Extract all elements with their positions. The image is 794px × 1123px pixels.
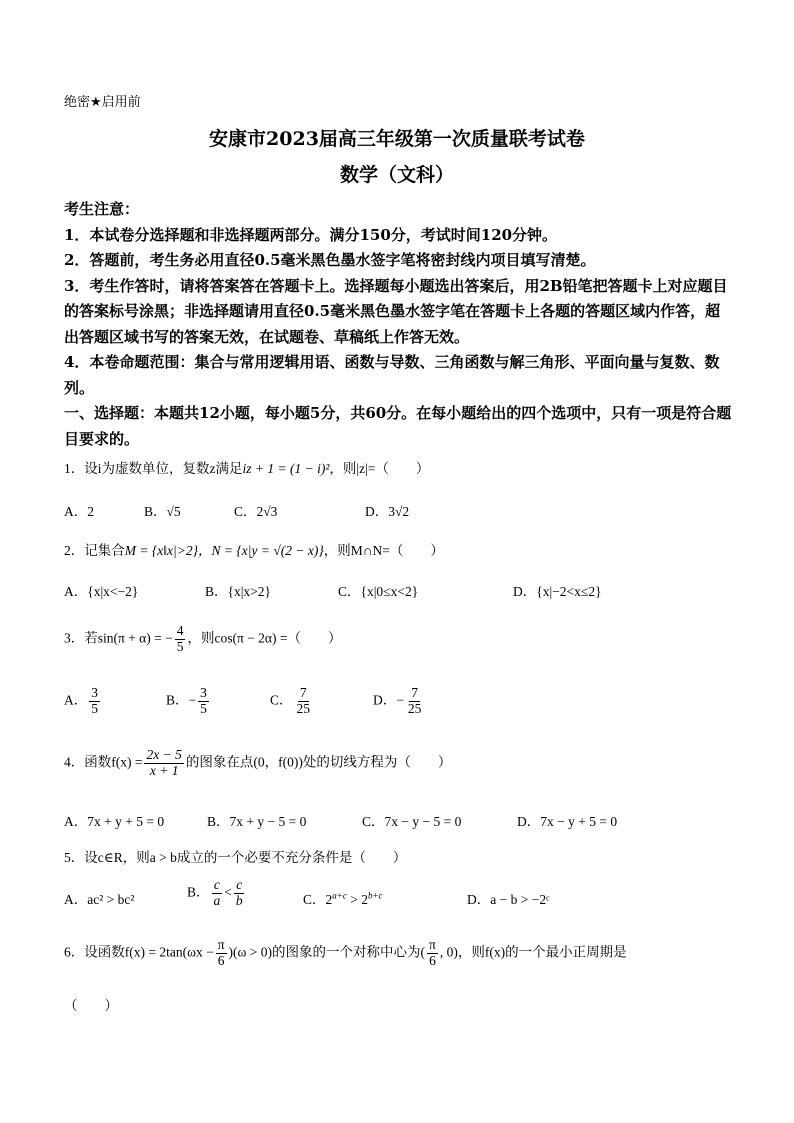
question-6-frac-den: 6 — [217, 952, 225, 968]
question-4-option-a: A．7x + y + 5 = 0 — [64, 814, 165, 829]
notice-item-1: 1．本试卷分选择题和非选择题两部分。满分150分，考试时间120分钟。 — [64, 225, 558, 244]
option-den: 5 — [200, 700, 207, 716]
question-3-option-a — [64, 686, 102, 717]
option-den: 25 — [296, 700, 311, 716]
exam-title: 安康市2023届高三年级第一次质量联考试卷 — [209, 128, 585, 150]
option-num: 3 — [200, 685, 207, 700]
question-1-text-a: 1．设i为虚数单位，复数z满足 — [64, 461, 243, 476]
question-3-text-a: 3．若sin(π + α) = − — [64, 630, 173, 646]
question-3-option-d — [373, 686, 425, 717]
question-6-text-a: 6．设函数f(x) = 2tan(ωx − — [64, 944, 214, 960]
option-fraction — [295, 686, 313, 717]
question-2-stem — [64, 539, 444, 559]
question-3-frac-den: 5 — [176, 638, 184, 654]
option-den: a — [213, 892, 221, 908]
question-6-frac2-num: π — [429, 937, 436, 952]
question-6-stem — [64, 938, 627, 969]
option-sign: − — [188, 692, 197, 708]
option-num: 7 — [299, 685, 307, 700]
question-6-frac-num: π — [217, 937, 225, 952]
question-4-option-c: C．7x − y − 5 = 0 — [362, 814, 462, 829]
option-num: 3 — [91, 685, 98, 700]
question-4-frac-den: x + 1 — [149, 762, 179, 778]
option-fraction-right — [234, 878, 245, 909]
question-5-option-a: A．ac² > bc² — [64, 892, 135, 907]
question-3-option-c — [270, 686, 314, 717]
question-3-option-b — [166, 686, 211, 717]
notice-item-3: 3．考生作答时，请将答案答在答题卡上。选择题每小题选出答案后，用2B铅笔把答题卡上对应题目的答案标号涂黑；非选择题请用直径0.5毫米黑色墨水签字笔在答题卡上各题的答题区域内作答，超出答题区域书写的答案无效，在试题卷、草稿纸上作答无效。 — [64, 276, 728, 346]
section-heading: 一、选择题：本题共12小题，每小题5分，共60分。在每小题给出的四个选项中，只有一项是符合题目要求的。 — [64, 404, 732, 448]
question-4-option-b: B．7x + y − 5 = 0 — [207, 814, 307, 829]
question-1-text-b: ，则|z|=（ ） — [329, 461, 430, 476]
question-4-text-a: 4．函数f(x) = — [64, 754, 143, 770]
notice-heading: 考生注意： — [64, 200, 140, 218]
option-den: 25 — [407, 700, 422, 716]
question-5-option-c — [303, 888, 383, 908]
question-4-fraction — [144, 748, 183, 779]
option-label: B． — [187, 884, 210, 900]
question-5-option-b: B． $\frac{c}{a}$ < $\frac{c}{b}$ — [187, 877, 243, 908]
question-2-option-d: D．{x|−2<x≤2} — [513, 584, 602, 599]
option-num: c — [236, 877, 243, 892]
option-exp: a+c — [332, 890, 347, 901]
question-2-option-c: C．{x|0≤x<2} — [338, 584, 419, 599]
question-6-fraction-2 — [427, 938, 438, 969]
question-1-option-a: A．2 — [64, 504, 94, 519]
question-3-frac-num: 4 — [176, 623, 184, 638]
option-sign: − — [396, 692, 404, 708]
question-4-text-b: 的图象在点(0，f(0))处的切线方程为（ ） — [185, 754, 452, 770]
option-label: C． — [270, 692, 293, 708]
option-fraction — [89, 686, 100, 717]
option-text: C．2 — [303, 892, 333, 907]
notice-item-4: 4．本卷命题范围：集合与常用逻辑用语、函数与导数、三角函数与解三角形、平面向量与复数、数列。 — [64, 353, 720, 397]
option-label: D． — [373, 692, 397, 708]
question-6-text-b: )(ω > 0)的图象的一个对称中心为( — [228, 944, 426, 960]
option-label: B． — [166, 692, 189, 708]
question-2-option-a: A．{x|x<−2} — [64, 584, 139, 599]
option-fraction-left — [212, 878, 223, 909]
confidential-mark: 绝密★启用前 — [64, 95, 141, 110]
notice-block — [64, 197, 734, 452]
question-1-option-d: D．3√2 — [365, 504, 410, 519]
question-6-blank: （ ） — [64, 998, 118, 1013]
question-3-stem — [64, 624, 341, 655]
question-2-math: M = {x‖x|>2}，N = {x|y = √(2 − x)} — [124, 543, 324, 558]
question-2-text-a: 2．记集合 — [64, 543, 125, 558]
question-1-stem — [64, 457, 429, 477]
question-1-math: iz + 1 = (1 − i)² — [242, 461, 330, 476]
question-5-option-d: D．a − b > −2ᶜ — [467, 892, 550, 907]
question-2-option-b: B．{x|x>2} — [205, 584, 272, 599]
option-num: 7 — [411, 685, 418, 700]
question-4-frac-num: 2x − 5 — [146, 747, 182, 762]
option-label: A． — [64, 692, 88, 708]
question-4-stem — [64, 748, 451, 779]
question-6-text-c: , 0)，则f(x)的一个最小正周期是 — [439, 944, 627, 960]
option-den: b — [235, 892, 243, 908]
question-3-text-b: ，则cos(π − 2α) =（ ） — [187, 630, 342, 646]
option-den: 5 — [91, 700, 98, 716]
exam-subtitle: 数学（文科） — [339, 164, 454, 186]
question-1-option-b: B．√5 — [144, 504, 181, 519]
question-6-fraction-1 — [216, 938, 227, 969]
question-6-frac2-den: 6 — [429, 952, 436, 968]
question-1-option-c: C．2√3 — [234, 504, 278, 519]
option-exp: b+c — [367, 890, 383, 901]
notice-item-2: 2．答题前，考生务必用直径0.5毫米黑色墨水签字笔将密封线内项目填写清楚。 — [64, 251, 596, 269]
question-5-stem: 5．设c∈R，则a > b成立的一个必要不充分条件是（ ） — [64, 850, 407, 865]
option-fraction — [198, 686, 209, 717]
option-text: > 2 — [346, 892, 368, 907]
option-fraction — [406, 686, 424, 717]
option-num: c — [213, 877, 220, 892]
question-3-fraction — [175, 624, 186, 655]
question-2-text-b: ，则M∩N=（ ） — [323, 543, 444, 558]
question-4-option-d: D．7x − y + 5 = 0 — [517, 814, 618, 829]
